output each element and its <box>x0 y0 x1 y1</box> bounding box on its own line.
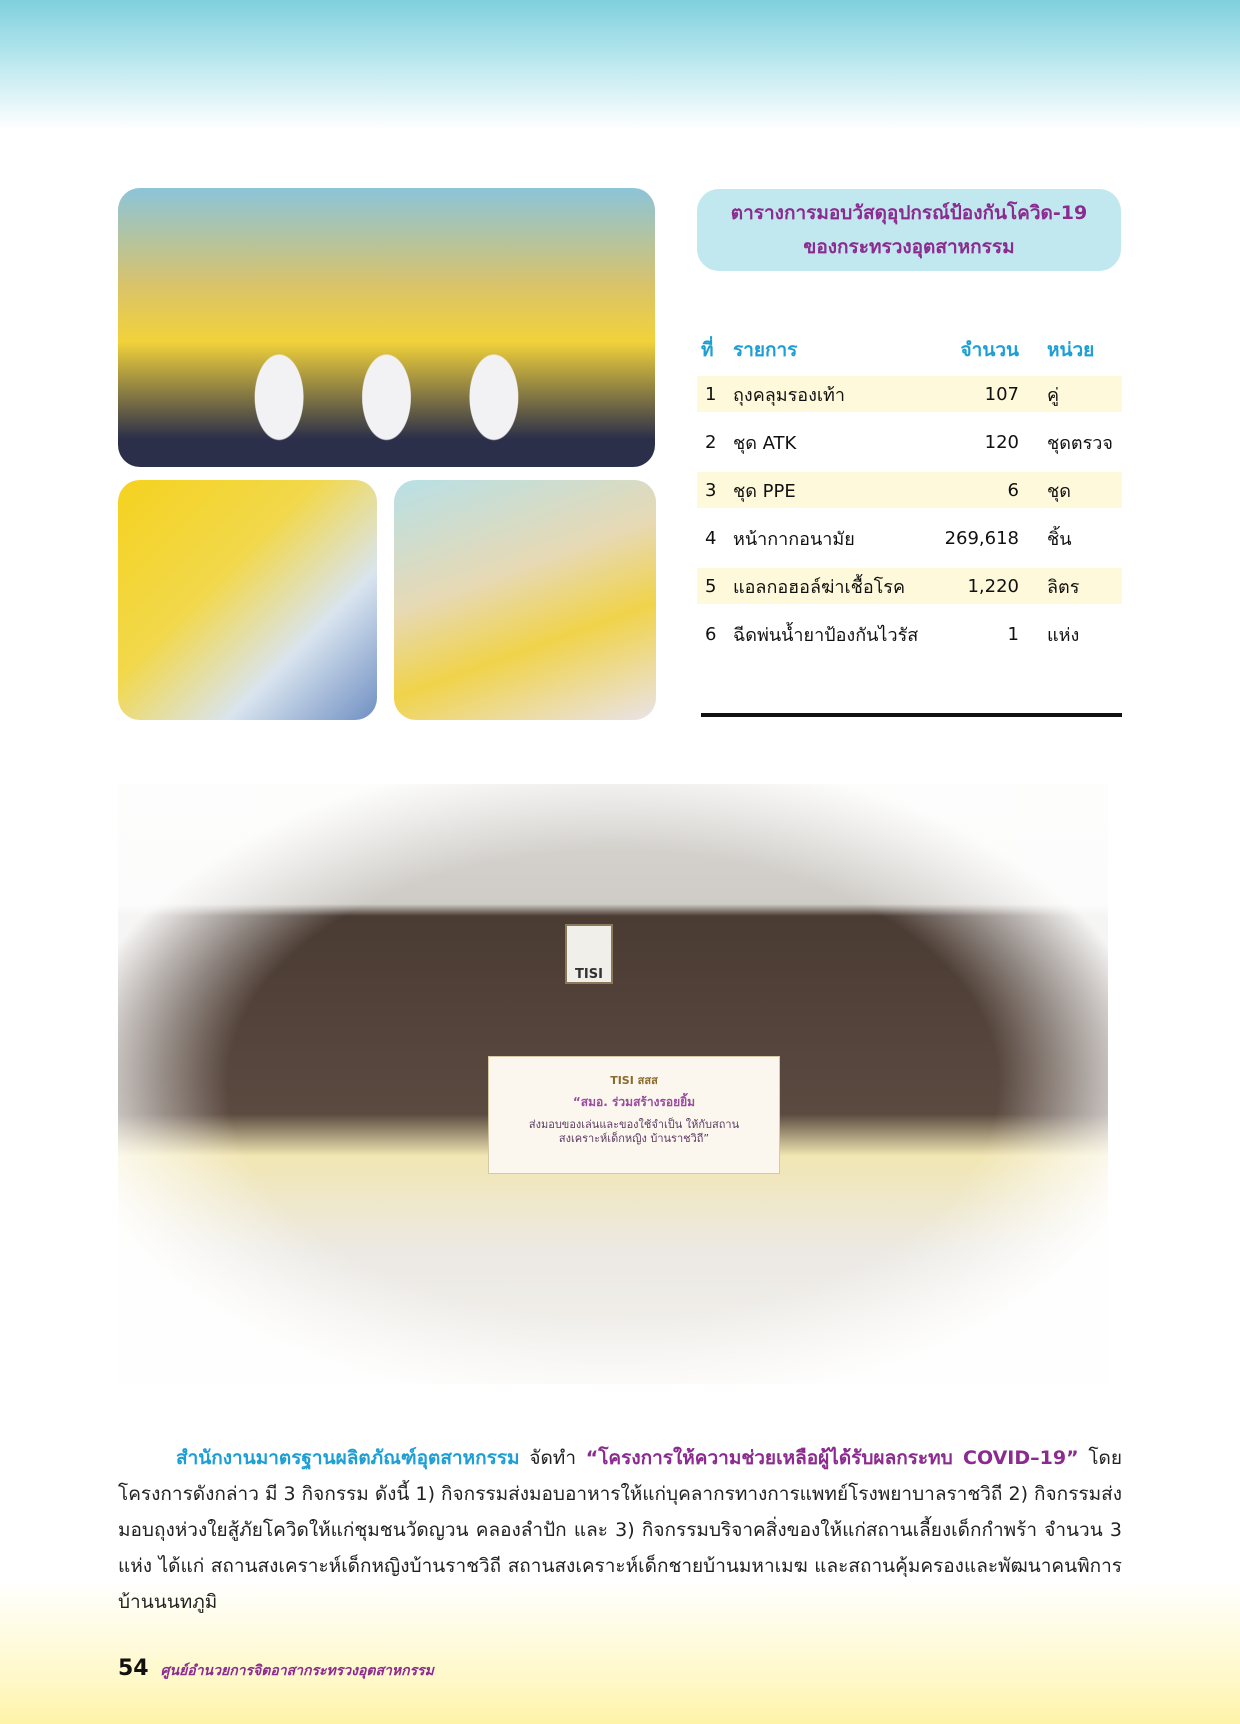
table-title-line1: ตารางการมอบวัสดุอุปกรณ์ป้องกันโควิด-19 <box>730 202 1088 224</box>
paragraph-body: โดยโครงการดังกล่าว มี 3 กิจกรรม ดังนี้ 1) กิจกรรมส่งมอบอาหารให้แก่บุคลากรทางการแพทย์โรงพยาบาลราชวิถี 2) กิจกรรมส่งมอบถุงห่วงใยสู้ภัยโควิดให้แก่ชุมชนวัดญวน คลองลำปัก และ 3) กิจกรรมบริจาคสิ่งของให้แก่สถานเลี้ยงเด็กกำพร้า จำนวน 3 แห่ง ได้แก่ สถานสงเคราะห์เด็กหญิงบ้านราชวิถี สถานสงเคราะห์เด็กชายบ้านมหาเมฆ และสถานคุ้มครองและพัฒนาคนพิการบ้านนนทภูมิ <box>118 1447 1122 1613</box>
header-no: ที่ <box>701 339 714 361</box>
table-row: 2 ชุด ATK 120 ชุดตรวจ <box>705 431 1113 454</box>
header-qty: จำนวน <box>960 339 1019 361</box>
table-header <box>697 330 1122 370</box>
donation-sign <box>488 1056 780 1174</box>
table-title <box>697 189 1121 271</box>
page-number: 54 <box>118 1656 149 1681</box>
photo-teacher-with-children <box>394 480 656 720</box>
table-row: 5 แอลกอฮอล์ฆ่าเชื้อโรค 1,220 ลิตร <box>697 568 1122 604</box>
body-paragraph <box>118 1440 1122 1620</box>
page-footer <box>118 1656 434 1682</box>
sign-title: “สมอ. ร่วมสร้างรอยยิ้ม <box>572 1095 696 1109</box>
publication-name: ศูนย์อำนวยการจิตอาสากระทรวงอุตสาหกรรม <box>160 1663 434 1679</box>
table-row: 3 ชุด PPE 6 ชุด <box>697 472 1122 508</box>
header-item: รายการ <box>733 339 798 361</box>
table-bottom-rule <box>701 713 1122 717</box>
photo-tisi-donation-ceremony <box>118 784 1108 1384</box>
sign-body: ส่งมอบของเล่นและของใช้จำเป็น ให้กับสถานสงเคราะห์เด็กหญิง บ้านราชวิถี” <box>528 1118 740 1146</box>
header-unit: หน่วย <box>1047 339 1095 361</box>
table-title-line2: ของกระทรวงอุตสาหกรรม <box>803 236 1015 258</box>
tisi-logo: TISI <box>565 924 613 984</box>
table-row: 6 ฉีดพ่นน้ำยาป้องกันไวรัส 1 แห่ง <box>705 623 1080 646</box>
photo-distributing-to-children <box>118 480 377 720</box>
donation-table <box>697 330 1122 664</box>
table-row: 1 ถุงคลุมรองเท้า 107 คู่ <box>697 376 1122 412</box>
sign-brand: TISI สสส <box>610 1074 658 1087</box>
photo-students-receiving-masks <box>118 188 655 467</box>
project-name: “โครงการให้ความช่วยเหลือผู้ได้รับผลกระทบ COVID–19” <box>585 1447 1079 1469</box>
org-name: สำนักงานมาตรฐานผลิตภัณฑ์อุตสาหกรรม <box>176 1447 520 1469</box>
verb-text: จัดทำ <box>519 1447 586 1469</box>
table-row: 4 หน้ากากอนามัย 269,618 ชิ้น <box>705 527 1072 550</box>
